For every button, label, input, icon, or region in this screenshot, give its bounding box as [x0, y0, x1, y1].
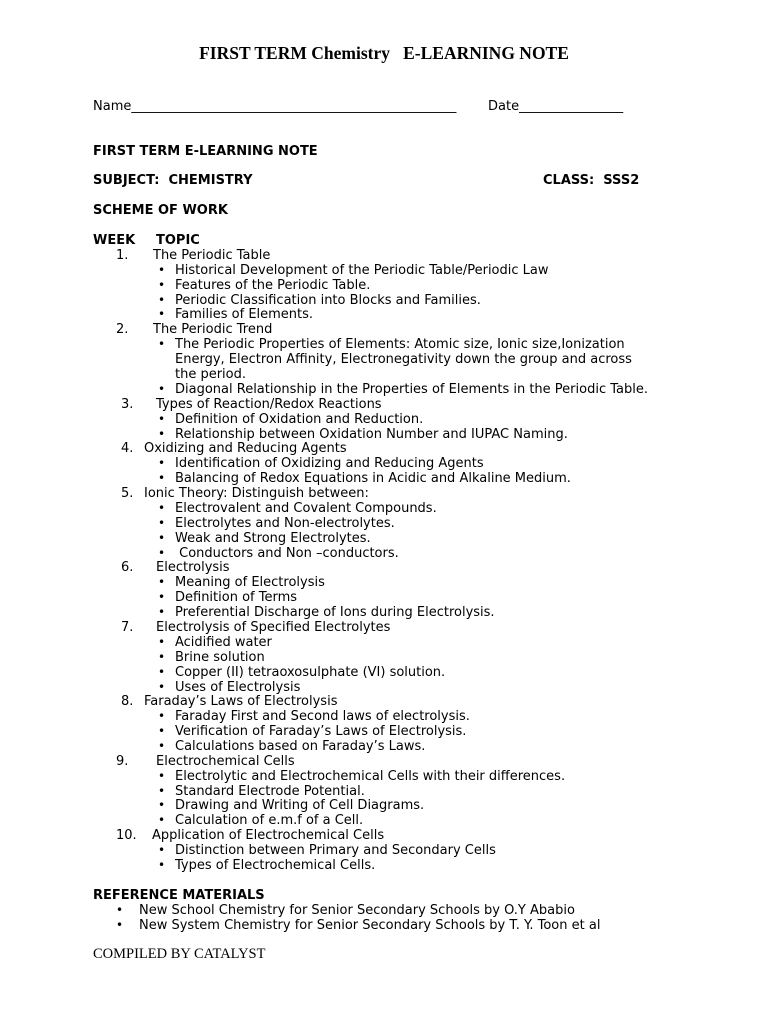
bullet-icon: •	[116, 918, 124, 932]
week-number: 9.	[116, 754, 129, 769]
week-number: 1.	[116, 248, 129, 263]
bullet-icon: •	[158, 427, 166, 441]
bullet-icon: •	[158, 635, 166, 649]
bullet-icon: •	[158, 516, 166, 530]
bullet-icon: •	[116, 903, 124, 917]
bullet-icon: •	[158, 293, 166, 307]
subtopic-item: Identification of Oxidizing and Reducing Agents	[175, 456, 484, 471]
week-number: 7.	[121, 620, 134, 635]
bullet-icon: •	[158, 278, 166, 292]
footer-credit: COMPILED BY CATALYST	[93, 946, 266, 962]
subtopic-item: Definition of Terms	[175, 590, 298, 605]
subtopic-item: Definition of Oxidation and Reduction.	[175, 412, 424, 427]
week-topic: Faraday’s Laws of Electrolysis	[144, 694, 338, 709]
bullet-icon: •	[158, 680, 166, 694]
subtopic-item: The Periodic Properties of Elements: Atomic size, Ionic size,Ionization	[175, 337, 625, 352]
bullet-icon: •	[158, 382, 166, 396]
class-label: CLASS: SSS2	[543, 173, 640, 188]
subtopic-continuation: the period.	[175, 367, 247, 382]
bullet-icon: •	[158, 650, 166, 664]
bullet-icon: •	[158, 784, 166, 798]
bullet-icon: •	[158, 858, 166, 872]
week-number: 4.	[121, 441, 134, 456]
bullet-icon: •	[158, 769, 166, 783]
subtopic-item: Periodic Classification into Blocks and Families.	[175, 293, 481, 308]
bullet-icon: •	[158, 337, 166, 351]
bullet-icon: •	[158, 471, 166, 485]
section-heading: FIRST TERM E-LEARNING NOTE	[93, 144, 318, 159]
bullet-icon: •	[158, 798, 166, 812]
reference-item: New System Chemistry for Senior Secondary Schools by T. Y. Toon et al	[139, 918, 601, 933]
subtopic-item: Standard Electrode Potential.	[175, 784, 365, 799]
bullet-icon: •	[158, 546, 166, 560]
reference-heading: REFERENCE MATERIALS	[93, 888, 265, 903]
subtopic-item: Balancing of Redox Equations in Acidic and Alkaline Medium.	[175, 471, 571, 486]
subtopic-item: Features of the Periodic Table.	[175, 278, 371, 293]
bullet-icon: •	[158, 724, 166, 738]
bullet-icon: •	[158, 739, 166, 753]
week-topic: Electrochemical Cells	[156, 754, 295, 769]
subtopic-item: Faraday First and Second laws of electrolysis.	[175, 709, 470, 724]
week-topic: Electrolysis of Specified Electrolytes	[156, 620, 391, 635]
week-topic: Ionic Theory: Distinguish between:	[144, 486, 369, 501]
subtopic-item: Copper (II) tetraoxosulphate (VI) solution.	[175, 665, 446, 680]
name-field-line: Name__________________________________________________	[93, 99, 457, 114]
subtopic-item: Conductors and Non –conductors.	[175, 546, 399, 561]
subtopic-item: Electrovalent and Covalent Compounds.	[175, 501, 437, 516]
bullet-icon: •	[158, 501, 166, 515]
week-topic: The Periodic Trend	[153, 322, 273, 337]
subtopic-item: Calculations based on Faraday’s Laws.	[175, 739, 426, 754]
subject-label: SUBJECT: CHEMISTRY	[93, 173, 253, 188]
bullet-icon: •	[158, 575, 166, 589]
bullet-icon: •	[158, 307, 166, 321]
bullet-icon: •	[158, 412, 166, 426]
subtopic-item: Distinction between Primary and Secondary Cells	[175, 843, 496, 858]
bullet-icon: •	[158, 813, 166, 827]
subtopic-item: Acidified water	[175, 635, 272, 650]
subtopic-item: Preferential Discharge of Ions during Electrolysis.	[175, 605, 495, 620]
subtopic-item: Historical Development of the Periodic Table/Periodic Law	[175, 263, 549, 278]
bullet-icon: •	[158, 709, 166, 723]
week-topic: Types of Reaction/Redox Reactions	[156, 397, 382, 412]
date-field-line: Date________________	[488, 99, 624, 114]
bullet-icon: •	[158, 263, 166, 277]
subtopic-item: Families of Elements.	[175, 307, 314, 322]
week-topic: Oxidizing and Reducing Agents	[144, 441, 347, 456]
bullet-icon: •	[158, 590, 166, 604]
subtopic-item: Meaning of Electrolysis	[175, 575, 325, 590]
bullet-icon: •	[158, 605, 166, 619]
topic-column-header: TOPIC	[156, 233, 200, 248]
week-number: 6.	[121, 560, 134, 575]
reference-item: New School Chemistry for Senior Secondary Schools by O.Y Ababio	[139, 903, 575, 918]
subtopic-item: Diagonal Relationship in the Properties of Elements in the Periodic Table.	[175, 382, 648, 397]
subtopic-item: Brine solution	[175, 650, 265, 665]
subtopic-item: Verification of Faraday’s Laws of Electrolysis.	[175, 724, 467, 739]
week-number: 2.	[116, 322, 129, 337]
subtopic-item: Relationship between Oxidation Number and IUPAC Naming.	[175, 427, 568, 442]
week-number: 3.	[121, 397, 134, 412]
subtopic-item: Drawing and Writing of Cell Diagrams.	[175, 798, 425, 813]
bullet-icon: •	[158, 843, 166, 857]
subtopic-item: Types of Electrochemical Cells.	[175, 858, 376, 873]
week-number: 5.	[121, 486, 134, 501]
bullet-icon: •	[158, 456, 166, 470]
week-topic: The Periodic Table	[153, 248, 271, 263]
subtopic-item: Calculation of e.m.f of a Cell.	[175, 813, 364, 828]
week-number: 10.	[116, 828, 137, 843]
week-number: 8.	[121, 694, 134, 709]
subtopic-item: Uses of Electrolysis	[175, 680, 301, 695]
scheme-of-work-heading: SCHEME OF WORK	[93, 203, 228, 218]
week-topic: Application of Electrochemical Cells	[152, 828, 385, 843]
bullet-icon: •	[158, 665, 166, 679]
bullet-icon: •	[158, 531, 166, 545]
document-title: FIRST TERM Chemistry E-LEARNING NOTE	[199, 43, 569, 63]
week-topic: Electrolysis	[156, 560, 230, 575]
subtopic-continuation: Energy, Electron Affinity, Electronegativity down the group and across	[175, 352, 632, 367]
week-column-header: WEEK	[93, 233, 136, 248]
subtopic-item: Electrolytes and Non-electrolytes.	[175, 516, 395, 531]
subtopic-item: Weak and Strong Electrolytes.	[175, 531, 371, 546]
subtopic-item: Electrolytic and Electrochemical Cells with their differences.	[175, 769, 566, 784]
